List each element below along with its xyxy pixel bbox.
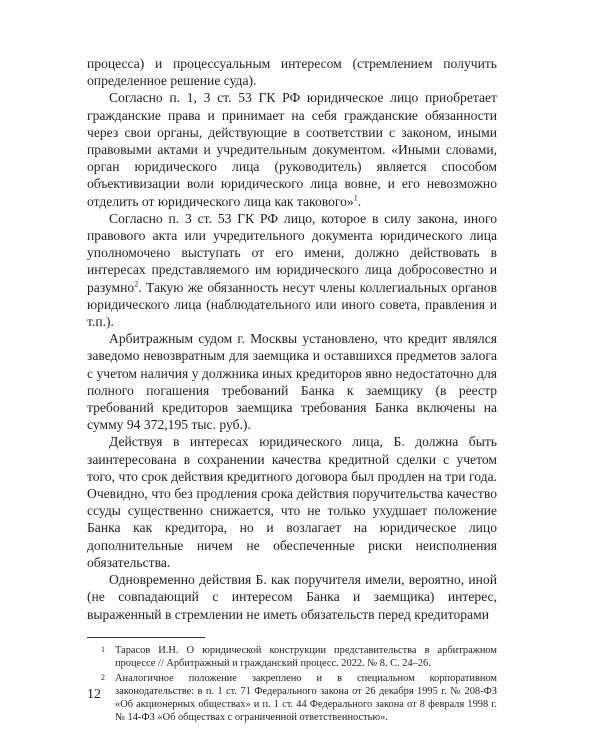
paragraph-6: Одновременно действия Б. как поручителя имели, вероятно, иной (не совпадающий с интересом Банка и заемщика) интерес, выраженный в стремлении не иметь обязательств перед кредиторами	[87, 572, 497, 622]
footnote-divider	[87, 637, 205, 638]
paragraph-1: процесса) и процессуальным интересом (стремлением получить определенное решение суда).	[87, 56, 497, 89]
paragraph-4: Арбитражным судом г. Москвы установлено, что кредит являлся заведомо невозвратным для заемщика и оставшихся предметов залога с учетом наличия у должника иных кредиторов явно недостаточно для полного погашения требований Банка к заемщику (в реестр требований кредиторов заемщика требования Банка включены на сумму 94 372,195 тыс. руб.).	[87, 331, 497, 433]
footnote-ref-2: 2	[134, 279, 139, 289]
page-body	[87, 55, 497, 724]
footnote-ref-1: 1	[353, 193, 358, 203]
footnote-2: 2 Аналогичное положение закреплено и в специальном корпоративном законодательстве: в п. 1 ст. 71 Федерального закона от 26 декабря 1995 г. № 208-ФЗ «Об акционерных обществах» и п. 1 ст. 44 Федерального закона от 8 февраля 1998 г. № 14-ФЗ «Об обществах с ограниченной ответственностью».	[101, 672, 497, 724]
footnote-1: 1 Тарасов И.Н. О юридической конструкции представительства в арбитражном процессе // Арбитражный и гражданский процесс. 2022. № 8. С. 24–26.	[101, 644, 497, 669]
paragraph-2: Согласно п. 1, 3 ст. 53 ГК РФ юридическое лицо приобретает гражданские права и принимает на себя гражданские обязанности через свои органы, действующие в соответствии с законом, иными правовыми актами и учредительным документом. «Иными словами, орган юридического лица (руководитель) является способом объективизации воли юридического лица вовне, и его невозможно отделить от юридического лица как такового»$^1$.	[87, 90, 497, 209]
paragraph-3: Согласно п. 3 ст. 53 ГК РФ лицо, которое в силу закона, иного правового акта или учредительного документа юридического лица уполномочено выступать от его имени, должно действовать в интересах представляемого им юридического лица добросовестно и разумно$^2$. Такую же обязанность несут члены коллегиальных органов юридического лица (наблюдательного или иного совета, правления и т.п.).	[87, 210, 497, 330]
page-number: 12	[87, 687, 101, 702]
paragraph-5: Действуя в интересах юридического лица, Б. должна быть заинтересована в сохранении качества кредитной сделки с учетом того, что срок действия кредитного договора был продлен на три года. Очевидно, что без продления срока действия поручительства качество ссуды существенно снижается, что не только ухудшает положение Банка как кредитора, но и возлагает на юридическое лицо дополнительные ничем не обеспеченные риски неисполнения обязательства.	[87, 434, 497, 570]
